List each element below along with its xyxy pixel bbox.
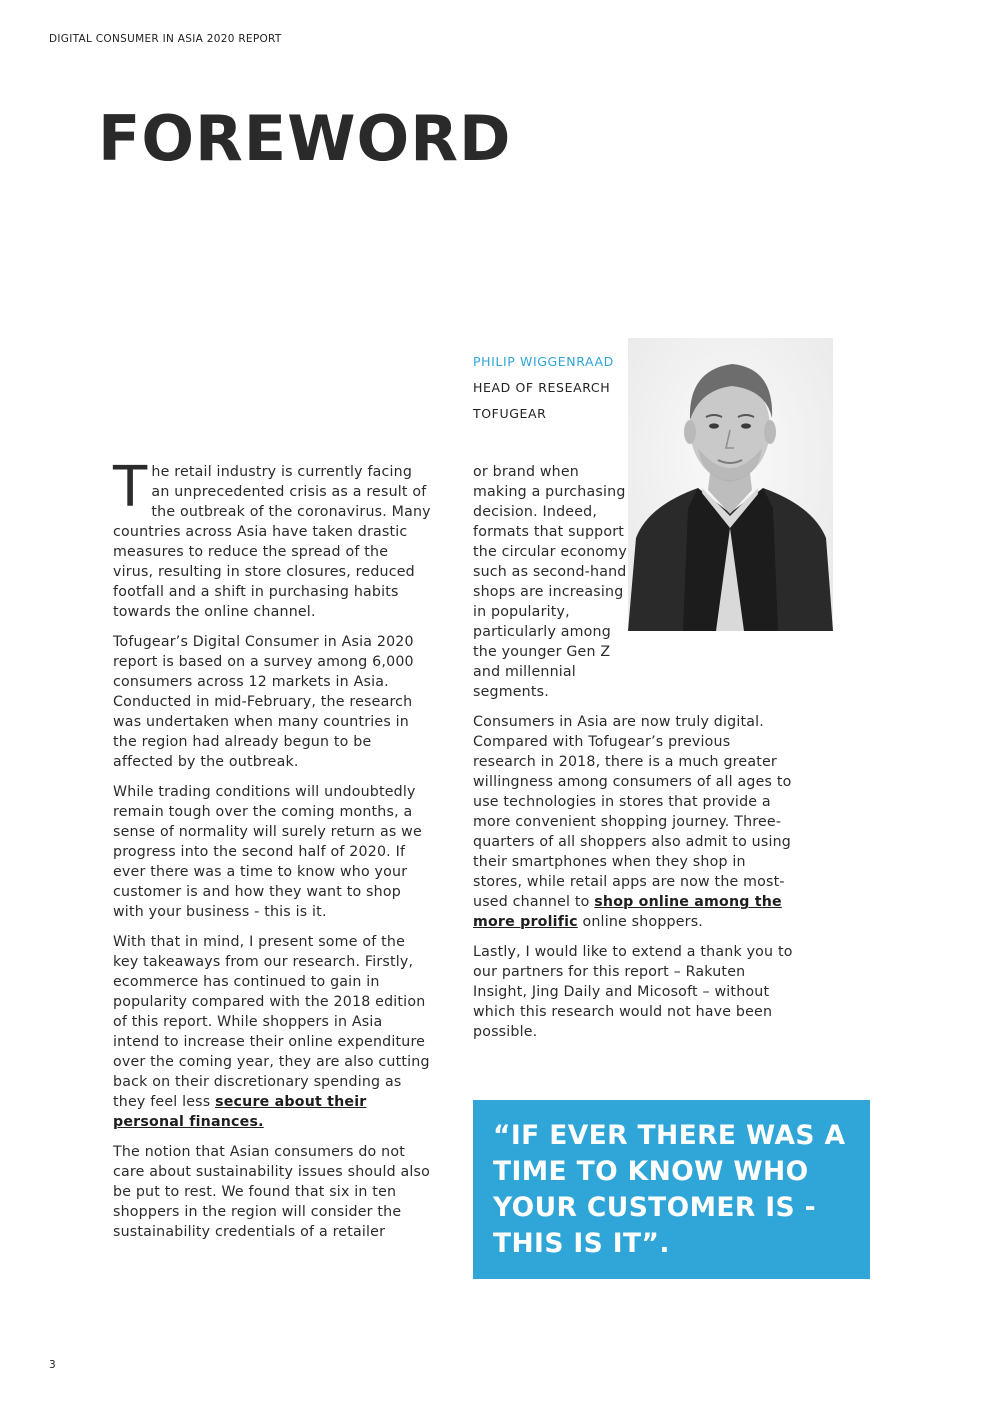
pull-quote: “IF EVER THERE WAS A TIME TO KNOW WHO YOUR CUSTOMER IS - THIS IS IT”.: [473, 1100, 870, 1279]
running-header: DIGITAL CONSUMER IN ASIA 2020 REPORT: [49, 33, 282, 45]
photo-wrap-spacer: [633, 462, 793, 692]
body-paragraph-7: [473, 712, 793, 932]
author-organization: TOFUGEAR: [473, 406, 547, 421]
body-paragraph-6: [473, 462, 793, 702]
left-column: [113, 455, 433, 1252]
body-paragraph-5: The notion that Asian consumers do not care about sustainability issues should also be put to rest. We found that six in ten shoppers in the region will consider the sustainability credentials of a retailer: [113, 1144, 431, 1240]
body-paragraph-4: [113, 932, 433, 1132]
right-column: [473, 462, 793, 1052]
body-paragraph-8: Lastly, I would like to extend a thank you to our partners for this report – Rakuten Insight, Jing Daily and Micosoft – without which this research would not have been possible.: [473, 944, 793, 1040]
page-title: FOREWORD: [98, 102, 512, 175]
paragraph-text: or brand when making a purchasing decision. Indeed, formats that support the circular economy such as second-hand shops are increasing in popularity, particularly among the younger Gen Z and millennial segments.: [473, 464, 627, 700]
paragraph-text: With that in mind, I present some of the key takeaways from our research. Firstly, ecommerce has continued to gain in popularity compared with the 2018 edition of this report. While shoppers in Asia intend to increase their online expenditure over the coming year, they are also cutting back on their discretionary spending as they feel less: [113, 934, 430, 1110]
shop-online-link[interactable]: shop online among the more prolific: [473, 894, 782, 930]
body-paragraph-1: [113, 455, 433, 622]
paragraph-text: Consumers in Asia are now truly digital. Compared with Tofugear’s previous research in 2018, there is a much greater willingness among consumers of all ages to use technologies in stores that provide a more convenient shopping journey. Three-quarters of all shoppers also admit to using their smartphones when they shop in stores, while retail apps are now the most-used channel to: [473, 714, 792, 910]
drop-cap: T: [113, 455, 148, 520]
body-paragraph-3: While trading conditions will undoubtedly remain tough over the coming months, a sense of normality will surely return as we progress into the second half of 2020. If ever there was a time to know who your customer is and how they want to shop with your business - this is it.: [113, 784, 422, 920]
body-paragraph-2: Tofugear’s Digital Consumer in Asia 2020 report is based on a survey among 6,000 consumers across 12 markets in Asia. Conducted in mid-February, the research was undertaken when many countries in the region had already begun to be affected by the outbreak.: [113, 634, 414, 770]
page-number: 3: [49, 1359, 56, 1371]
author-name: PHILIP WIGGENRAAD: [473, 354, 614, 369]
author-byline: [473, 349, 614, 427]
paragraph-text: online shoppers.: [582, 914, 704, 930]
personal-finances-link[interactable]: secure about their personal finances.: [113, 1094, 367, 1130]
paragraph-text: he retail industry is currently facing an unprecedented crisis as a result of the outbreak of the coronavirus. Many countries across Asia have taken drastic measures to reduce the spread of the virus, resulting in store closures, reduced footfall and a shift in purchasing habits towards the online channel.: [113, 464, 431, 620]
author-role: HEAD OF RESEARCH: [473, 380, 611, 395]
